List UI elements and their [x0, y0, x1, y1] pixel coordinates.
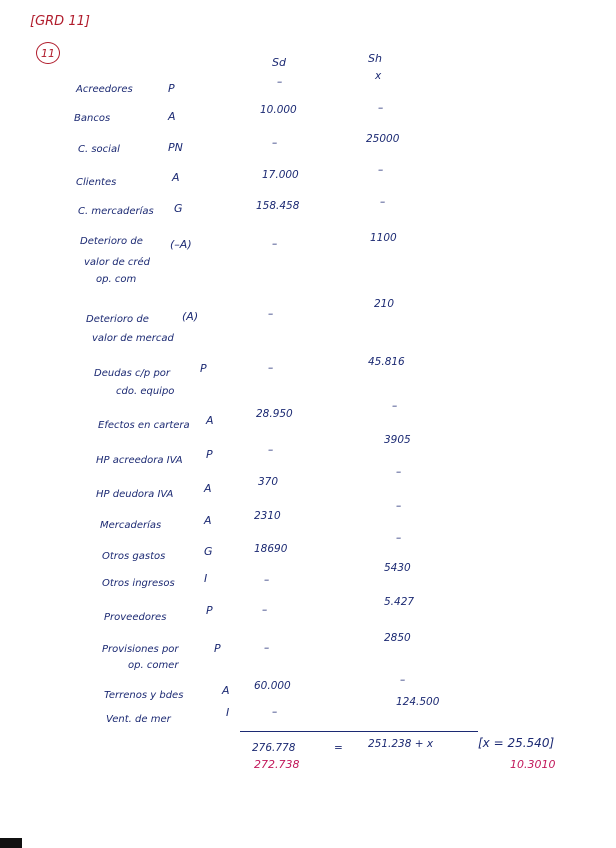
totals-rule [240, 731, 478, 732]
account-label: Efectos en cartera [98, 420, 190, 431]
debit-check-value: 272.738 [254, 758, 300, 771]
credit-check-value: 10.3010 [510, 758, 556, 771]
account-label: C. social [78, 144, 120, 155]
account-label: Acreedores [76, 84, 133, 95]
solution-result: [x = 25.540] [478, 736, 555, 750]
debit-value: 28.950 [256, 408, 293, 420]
debit-value: 2310 [254, 510, 281, 522]
account-label-line2: valor de mercad [92, 333, 174, 344]
account-type: A [222, 684, 230, 697]
credit-value: 124.500 [396, 696, 440, 708]
credit-value: – [378, 164, 384, 176]
debit-value: 60.000 [254, 680, 291, 692]
debit-value: 17.000 [262, 169, 299, 181]
debit-value: – [268, 444, 274, 456]
credit-total-expression: 251.238 + x [368, 738, 434, 750]
debit-value: – [272, 238, 278, 250]
account-label-line2: cdo. equipo [116, 386, 175, 397]
account-label: Vent. de mer [106, 714, 171, 725]
credit-value: – [378, 102, 384, 114]
debit-value: – [262, 604, 268, 616]
exercise-number-circle [36, 42, 60, 64]
account-label: Mercaderías [100, 520, 162, 531]
debit-value: – [268, 308, 274, 320]
account-type: P [168, 82, 175, 95]
equals-sign: = [334, 742, 343, 754]
credit-value: 5430 [384, 562, 411, 574]
account-label: Terrenos y bdes [104, 690, 184, 701]
debit-value: 18690 [254, 543, 288, 555]
account-label: Bancos [74, 113, 111, 124]
exercise-number: 11 [41, 46, 55, 60]
debit-value: 158.458 [256, 200, 300, 212]
account-type: P [206, 604, 213, 617]
account-type: I [226, 706, 230, 719]
credit-value: – [396, 466, 402, 478]
account-label: Deudas c/p por [94, 368, 171, 379]
debit-value: – [268, 362, 274, 374]
account-label: Clientes [76, 177, 117, 188]
debit-total: 276.778 [252, 742, 296, 754]
credit-value: 210 [374, 298, 395, 310]
debit-column-header: Sd [272, 56, 286, 69]
account-label: Deterioro de [86, 314, 149, 325]
credit-value: 45.816 [368, 356, 405, 368]
account-type: P [206, 448, 213, 461]
account-type: A [168, 110, 176, 123]
exercise-reference: [GRD 11] [30, 14, 90, 29]
credit-value: 25000 [366, 133, 400, 145]
account-type: A [172, 171, 180, 184]
debit-value: 10.000 [260, 104, 297, 116]
credit-value: – [400, 674, 406, 686]
credit-value: 5.427 [384, 596, 415, 608]
account-label: Otros ingresos [102, 578, 175, 589]
debit-value: – [264, 574, 270, 586]
credit-value: 2850 [384, 632, 411, 644]
credit-value: 1100 [370, 232, 397, 244]
credit-column-header: Sh [368, 52, 382, 65]
account-label-line2: valor de créd [84, 257, 151, 268]
account-label-line3: op. com [96, 274, 137, 285]
account-label: Provisiones por [102, 644, 179, 655]
account-type: (–A) [170, 238, 192, 251]
debit-value: – [277, 76, 283, 88]
credit-value: – [392, 400, 398, 412]
account-type: A [204, 482, 212, 495]
account-type: (A) [182, 310, 199, 323]
account-type: A [204, 514, 212, 527]
account-type: PN [168, 141, 183, 154]
account-label-line2: op. comer [128, 660, 179, 671]
debit-value: – [272, 706, 278, 718]
debit-value: – [272, 137, 278, 149]
account-type: P [200, 362, 207, 375]
account-label: Deterioro de [80, 236, 143, 247]
account-type: G [174, 202, 183, 215]
credit-value: – [396, 500, 402, 512]
account-label: Proveedores [104, 612, 167, 623]
credit-value: – [396, 532, 402, 544]
account-type: P [214, 642, 221, 655]
debit-value: 370 [258, 476, 279, 488]
account-type: I [204, 572, 208, 585]
account-type: G [204, 545, 213, 558]
credit-value: – [380, 196, 386, 208]
credit-value: 3905 [384, 434, 411, 446]
account-label: C. mercaderías [78, 206, 154, 217]
account-label: Otros gastos [102, 551, 166, 562]
scan-corner-mark [0, 838, 22, 848]
debit-value: – [264, 642, 270, 654]
account-type: A [206, 414, 214, 427]
account-label: HP deudora IVA [96, 489, 174, 500]
credit-value: x [375, 70, 382, 82]
account-label: HP acreedora IVA [96, 455, 183, 466]
